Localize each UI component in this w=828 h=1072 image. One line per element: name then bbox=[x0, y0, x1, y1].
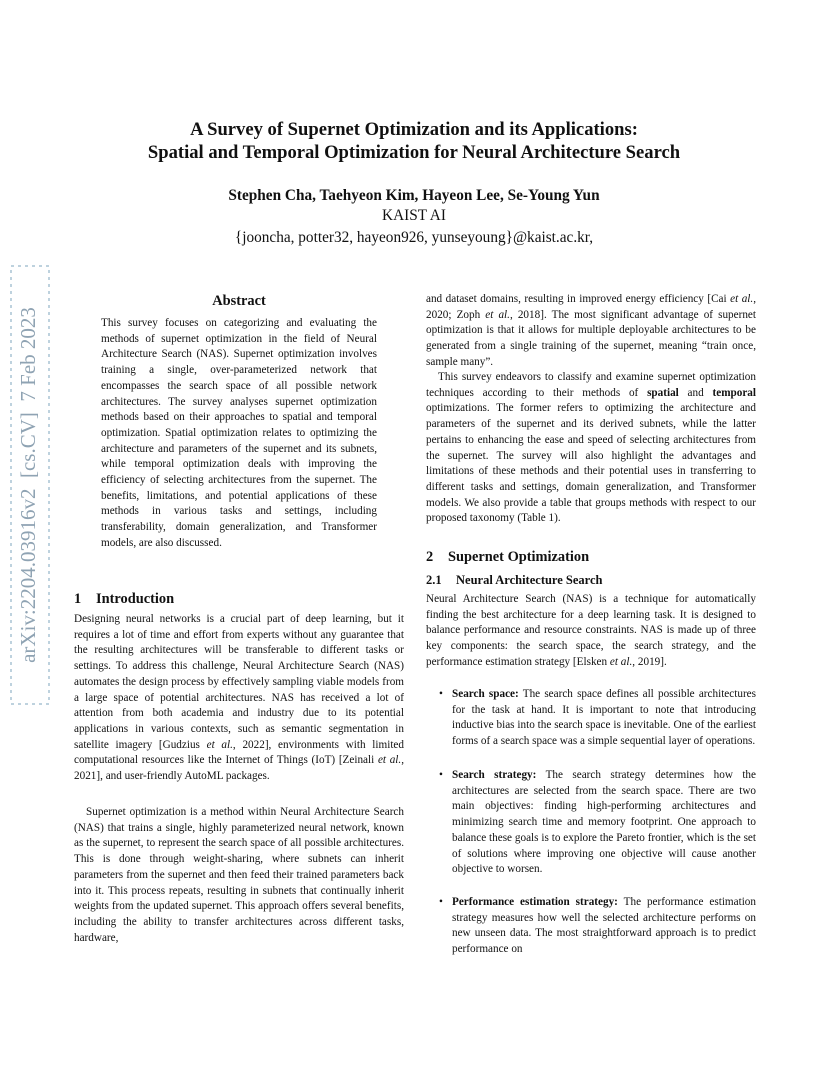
bullet-performance-estimation: • Performance estimation strategy: The performance estimation strategy measures how well the selected architecture performs on new unseen data. The most straightforward approach is to predict performance on bbox=[439, 896, 756, 956]
emails: {jooncha, potter32, hayeon926, yunseyoung}@kaist.ac.kr, bbox=[234, 229, 594, 246]
bullet-search-strategy: • Search strategy: The search strategy determines how the architectures are selected from the search space. There are two main objectives: finding high-performing architectures and minimizing search time and memory footprint. One approach to balance these goals is to explore the Pareto frontier, which is the set of solutions where improving one objective will cause another objective to worsen. bbox=[439, 769, 756, 876]
abstract-text: This survey focuses on categorizing and evaluating the methods of supernet optimization in the field of Neural Architecture Search (NAS). Supernet optimization involves training a single, over-parameterized network that encompasses the search space of all possible network architectures. The survey analyses supernet optimization methods based on their approaches to spatial and temporal optimization. Spatial optimization relates to optimizing the architecture and parameters of the supernet and its subnets, while temporal optimization deals with improving the efficiency of selecting architectures from the supernet. The benefits, limitations, and potential applications of these methods in various tasks and settings, including transferability, domain generalization, and Transformer models, are also discussed. bbox=[101, 317, 377, 549]
title-line-1: A Survey of Supernet Optimization and its Applications: bbox=[190, 119, 638, 140]
subsection-title: Neural Architecture Search bbox=[456, 573, 603, 587]
section-number: 1 bbox=[74, 591, 82, 607]
bullet-icon: • bbox=[439, 769, 443, 781]
section-title: Introduction bbox=[96, 591, 175, 607]
intro-paragraph-3: and dataset domains, resulting in improved energy efficiency [Cai et al., 2020; Zoph et al., 2018]. The most significant advantage of supernet optimization is that it allows for multiple deployable architectures to be generated from a single training of the supernet, meaning “train once, sample many”. bbox=[426, 293, 756, 368]
arxiv-identifier: arXiv:2204.03916v2 [cs.CV] 7 Feb 2023 bbox=[15, 307, 40, 663]
bullet-icon: • bbox=[439, 896, 443, 908]
nas-paragraph: Neural Architecture Search (NAS) is a technique for automatically finding the best architecture for a deep learning task. It is designed to balance performance and resource constraints. NAS is made up of three key components: the search space, the search strategy, and the performance estimation strategy [Elsken et al., 2019]. bbox=[426, 593, 756, 668]
affiliation: KAIST AI bbox=[382, 207, 446, 224]
section-number: 2 bbox=[426, 549, 434, 565]
section-2-heading bbox=[426, 548, 589, 566]
arxiv-stamp bbox=[10, 265, 50, 705]
title-line-2: Spatial and Temporal Optimization for Neural Architecture Search bbox=[147, 142, 681, 163]
abstract-heading: Abstract bbox=[212, 293, 266, 309]
subsection-number: 2.1 bbox=[426, 573, 442, 587]
authors: Stephen Cha, Taehyeon Kim, Hayeon Lee, Se-Young Yun bbox=[228, 187, 600, 204]
paper-title bbox=[74, 118, 754, 164]
subsection-2-1-heading bbox=[426, 572, 603, 588]
section-1-heading bbox=[74, 590, 174, 608]
intro-paragraph-2: Supernet optimization is a method within Neural Architecture Search (NAS) that trains a single, highly parameterized neural network, known as the supernet, to represent the search space of all possible architectures. This is done through weight-sharing, where subnets can inherit parameters from the supernet and then feed their trained parameters back into it. This process repeats, resulting in subnets that continually inherit weights from the updated supernet. This approach offers several benefits, including the ability to transfer architectures across different tasks, hardware, bbox=[74, 806, 404, 944]
intro-paragraph-1: Designing neural networks is a crucial part of deep learning, but it requires a lot of time and effort from experts without any guarantee that the resulting architectures will be transferable to different tasks or settings. To address this challenge, Neural Architecture Search (NAS) automates the design process by effectively sampling viable models from a large space of potential architectures. NAS has received a lot of attention from both academia and industry due to its potential applications in various contexts, such as semantic segmentation in satellite imagery [Gudzius et al., 2022], environments with limited computational resources like the Internet of Things (IoT) [Zeinali et al., 2021], and user-friendly AutoML packages. bbox=[74, 613, 405, 783]
bullet-icon: • bbox=[439, 688, 443, 700]
bullet-search-space: • Search space: The search space defines all possible architectures for the task at hand. It is important to note that introducing inductive bias into the search space is inevitable. One of the earliest forms of a search space was a simple sequential layer of operations. bbox=[439, 688, 756, 748]
section-title: Supernet Optimization bbox=[448, 549, 590, 565]
intro-paragraph-4: This survey endeavors to classify and examine supernet optimization techniques according to their methods of spatial and temporal optimizations. The former refers to optimizing the architecture and parameters of the supernet and its derived subnets, while the latter pertains to enhancing the ease and speed of selecting architectures from the supernet. The survey will also highlight the advantages and limitations of these methods and their potential uses in transferring to different tasks and settings, domain generalization, and Transformer models. We also provide a table that groups methods with respect to our proposed taxonomy (Table 1). bbox=[426, 371, 756, 525]
